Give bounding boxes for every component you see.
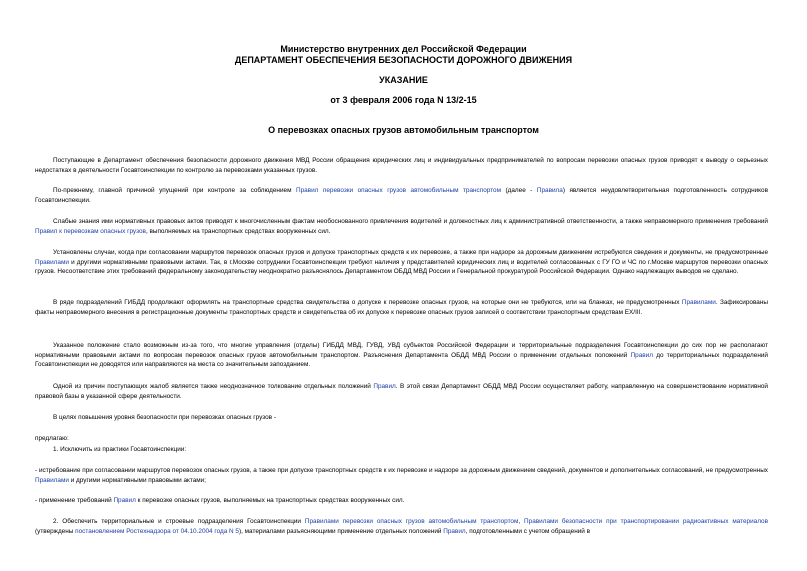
link-rules[interactable]: Правилами bbox=[35, 476, 69, 484]
link-rules[interactable]: Правил bbox=[113, 497, 136, 504]
text: до территориальных подразделений Госавтоинспекции не доводятся или направляются на места со значительным запозданием. bbox=[35, 351, 768, 368]
text: . Зафиксированы факты неправомерного внесения в регистрационные документы транспортных средств и свидетельства об их допуске к перевозке опасных грузов записей о соответствии транспортным средствам EX/III. bbox=[35, 299, 768, 316]
document-subject: О перевозках опасных грузов автомобильным транспортом bbox=[268, 125, 539, 135]
text: - применение требований bbox=[35, 497, 114, 504]
link-rostekhnadzor-resolution[interactable]: постановлением Ростехнадзора от 04.10.2004 года N 5 bbox=[75, 527, 239, 535]
paragraph-5 bbox=[35, 298, 768, 317]
text: Одной из причин поступающих жалоб является также неоднозначное толкование отдельных положений bbox=[53, 383, 374, 390]
text: В ряде подразделений ГИБДД продолжают оформлять на транспортные средства свидетельства о допуске к перевозке опасных грузов, на которые они не требуются, или на бланках, не предусмотренных bbox=[53, 299, 682, 306]
paragraph-11 bbox=[35, 466, 768, 485]
ministry-name: Министерство внутренних дел Российской Федерации bbox=[280, 44, 527, 54]
paragraph-13 bbox=[35, 517, 768, 536]
text: (утверждены bbox=[35, 527, 76, 535]
text: и другими нормативными правовыми актами; bbox=[68, 476, 207, 484]
paragraph-2 bbox=[35, 186, 768, 205]
text: и другими нормативными правовыми актами. Так, в г.Москве сотрудники Госавтоинспекции требуют наличия у представителей юридических лиц и водителей согласованных с ГУ ГО и ЧС по г.Москве маршрутов перевозки опасных грузов. Несоответствие этих требований федеральному законодательству неоднократно разъяснялось Департаментом ОБДД МВД России и Генеральной прокуратурой Российской Федерации. Однако надлежащих выводов не сделано. bbox=[35, 258, 768, 275]
paragraph-8: В целях повышения уровня безопасности при перевозках опасных грузов - bbox=[53, 414, 276, 421]
link-rules-transport[interactable]: Правил перевозки опасных грузов автомобильным транспортом bbox=[295, 187, 501, 194]
text: к перевозке опасных грузов, выполняемых на транспортных средствах вооруженных сил. bbox=[135, 497, 405, 504]
text: . В этой связи Департамент ОБДД МВД России осуществляет работу, направленную на совершенствование нормативной правовой базы в указанной сфере деятельности. bbox=[35, 383, 768, 400]
paragraph-4 bbox=[35, 248, 768, 277]
text: (далее - bbox=[501, 187, 537, 194]
link-rules[interactable]: Правилами bbox=[35, 258, 69, 266]
paragraph-3 bbox=[35, 217, 768, 236]
text: Слабые знания ими нормативных правовых актов приводят к многочисленным фактам необоснованного привлечения водителей и должностных лиц к административной ответственности, а также неправомерного применения требований bbox=[53, 218, 768, 225]
text: - истребование при согласовании маршрутов перевозок опасных грузов, а также при допуске транспортных средств к их перевозке и надзоре за дорожным движением сведений, документов и дополнительных согласований, не предусмотренных bbox=[35, 467, 768, 474]
link-rules[interactable]: Правилами bbox=[681, 299, 716, 306]
text: По-прежнему, главной причиной упущений при контроле за соблюдением bbox=[53, 187, 296, 194]
text: Установлены случаи, когда при согласовании маршрутов перевозок опасных грузов и допуске транспортных средств к их перевозке, а также при надзоре за дорожным движением истребуются сведения и документы, не предусмотренные bbox=[53, 249, 768, 256]
paragraph-7 bbox=[35, 382, 768, 401]
link-rules[interactable]: Правил bbox=[630, 351, 653, 359]
paragraph-1: Поступающие в Департамент обеспечения безопасности дорожного движения МВД России обращения юридических лиц и индивидуальных предпринимателей по вопросам перевозки опасных грузов приводят к выводу о серьезных недостатках в деятельности Госавтоинспекции по контролю за перевозками указанных грузов. bbox=[35, 157, 768, 174]
document-date-number: от 3 февраля 2006 года N 13/2-15 bbox=[330, 95, 477, 105]
link-rules-transport[interactable]: Правилами перевозки опасных грузов автомобильным транспортом bbox=[304, 518, 519, 525]
link-rules-radioactive[interactable]: Правилами безопасности при транспортировании радиоактивных материалов bbox=[524, 518, 768, 525]
text: Указанное положение стало возможным из-за того, что многие управления (отделы) ГИБДД МВД, ГУВД, УВД субъектов Российской Федерации и территориальные подразделения Госавтоинспекции до сих пор не располагают нормативными правовыми актами по вопросам перевозок опасных грузов автомобильным транспортом. Разъяснения Департамента ОБДД МВД России о применении отдельных положений bbox=[35, 342, 768, 359]
link-rules[interactable]: Правила bbox=[536, 187, 563, 194]
paragraph-9: предлагаю: bbox=[35, 435, 69, 442]
text: ) является неудовлетворительная подготовленность сотрудников Госавтоинспекции. bbox=[35, 187, 768, 204]
link-rules-dangerous-goods[interactable]: Правил к перевозкам опасных грузов bbox=[35, 227, 146, 235]
text: , подготовленными с учетом обращений в bbox=[465, 527, 591, 535]
paragraph-6 bbox=[35, 341, 768, 370]
paragraph-12 bbox=[35, 496, 768, 506]
link-rules[interactable]: Правил bbox=[443, 527, 466, 535]
paragraph-10: 1. Исключить из практики Госавтоинспекции: bbox=[53, 446, 187, 453]
document-type: УКАЗАНИЕ bbox=[379, 75, 428, 85]
text: , bbox=[518, 518, 525, 525]
link-rules[interactable]: Правил bbox=[373, 383, 396, 390]
text: , выполняемых на транспортных средствах вооруженных сил. bbox=[145, 227, 331, 235]
text: 2. Обеспечить территориальные и строевые подразделения Госавтоинспекции bbox=[53, 518, 305, 525]
text: ), материалами разъясняющими применение отдельных положений bbox=[238, 527, 444, 535]
department-name: ДЕПАРТАМЕНТ ОБЕСПЕЧЕНИЯ БЕЗОПАСНОСТИ ДОРОЖНОГО ДВИЖЕНИЯ bbox=[234, 55, 573, 65]
